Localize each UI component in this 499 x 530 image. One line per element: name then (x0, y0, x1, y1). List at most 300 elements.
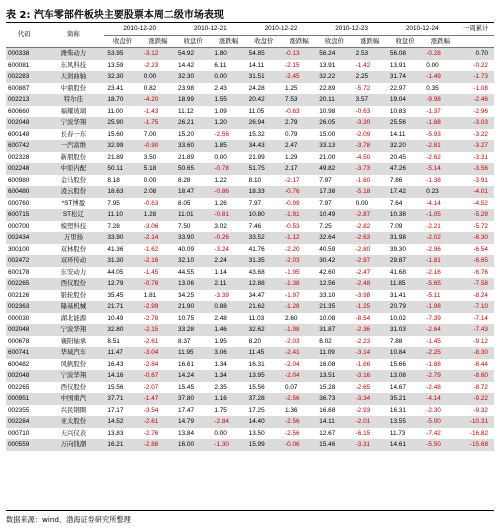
close-price: 37.80 (175, 393, 211, 405)
close-price: 33.90 (175, 232, 211, 244)
change-pct: 1.28 (141, 209, 175, 221)
week-cumulative: -9.12 (458, 336, 494, 348)
change-pct: -5.72 (353, 83, 387, 95)
table-row (6, 198, 494, 210)
change-pct: -0.86 (211, 186, 245, 198)
change-pct: -3.54 (141, 405, 175, 417)
change-pct: -1.60 (353, 175, 387, 187)
close-price: 11.85 (387, 278, 423, 290)
stock-name: 模塑科技 (42, 221, 104, 233)
change-pct: -2.41 (282, 347, 316, 359)
close-price: 15.28 (316, 382, 352, 394)
change-pct: -1.95 (282, 267, 316, 279)
source-note: 数据来源：wind、渤海证券研究所整理 (6, 515, 131, 524)
change-pct: 2.35 (211, 382, 245, 394)
close-price: 13.83 (104, 428, 140, 440)
close-price: 16.08 (316, 359, 352, 371)
close-price: 40.59 (316, 244, 352, 256)
change-pct: -2.23 (141, 60, 175, 72)
table-row (6, 347, 494, 359)
table-row (6, 71, 494, 83)
change-pct: 1.36 (282, 405, 316, 417)
table-row (6, 313, 494, 325)
close-price: 31.51 (246, 71, 282, 83)
change-pct: -2.15 (141, 324, 175, 336)
table-row (6, 94, 494, 106)
change-pct: -2.84 (141, 359, 175, 371)
change-pct: 1.14 (211, 267, 245, 279)
change-pct: 1.80 (211, 48, 245, 60)
change-pct: -1.43 (141, 106, 175, 118)
change-pct: -2.16 (423, 267, 457, 279)
stock-name: 东风科技 (42, 60, 104, 72)
close-price: 11.95 (175, 347, 211, 359)
week-cumulative: -16.82 (458, 428, 494, 440)
close-price: 19.04 (387, 94, 423, 106)
change-pct: -3.78 (353, 140, 387, 152)
table-row (6, 152, 494, 164)
week-cumulative: -8.60 (458, 370, 494, 382)
close-price: 8.02 (316, 336, 352, 348)
close-price: 18.33 (246, 186, 282, 198)
change-pct: -2.21 (423, 221, 457, 233)
change-pct: -5.93 (423, 129, 457, 141)
table-row (6, 117, 494, 129)
close-price: 21.71 (104, 301, 140, 313)
close-price: 8.20 (246, 336, 282, 348)
close-price: 25.56 (387, 117, 423, 129)
close-price: 33.52 (246, 232, 282, 244)
change-pct: 1.29 (282, 152, 316, 164)
close-price: 22.97 (387, 83, 423, 95)
change-pct: -3.24 (211, 244, 245, 256)
week-cumulative: -6.65 (458, 255, 494, 267)
stock-name: 东安动力 (42, 267, 104, 279)
close-price: 16.00 (175, 439, 211, 451)
close-price: 11.45 (246, 347, 282, 359)
close-price: 40.09 (175, 244, 211, 256)
change-pct: -6.15 (353, 428, 387, 440)
header-close: 收盘价 (104, 36, 140, 48)
change-pct: 0.23 (423, 186, 457, 198)
change-pct: -5.11 (423, 290, 457, 302)
change-pct: 1.55 (211, 94, 245, 106)
stock-name: 宁波华翔 (42, 324, 104, 336)
close-price: 18.47 (175, 186, 211, 198)
week-cumulative: -7.14 (458, 313, 494, 325)
close-price: 7.46 (246, 221, 282, 233)
change-pct: -2.61 (141, 416, 175, 428)
stock-code: 002284 (6, 416, 42, 428)
change-pct: 7.00 (141, 129, 175, 141)
stock-code: 000030 (6, 313, 42, 325)
close-price: 32.30 (104, 71, 140, 83)
close-price: 41.36 (104, 244, 140, 256)
stock-code: 002048 (6, 370, 42, 382)
close-price: 31.41 (387, 290, 423, 302)
table-row (6, 48, 494, 60)
close-price: 26.21 (175, 117, 211, 129)
change-pct: -1.12 (282, 232, 316, 244)
table-row (6, 324, 494, 336)
stock-code: 600081 (6, 60, 42, 72)
close-price: 31.98 (387, 232, 423, 244)
table-row (6, 382, 494, 394)
close-price: 16.68 (316, 405, 352, 417)
change-pct: -0.28 (423, 48, 457, 60)
close-price: 23.41 (104, 83, 140, 95)
header-date-4: 2010-12-23 (316, 23, 387, 36)
close-price: 50.11 (104, 163, 140, 175)
stock-name: 襄阳轴承 (42, 336, 104, 348)
change-pct: 1.25 (282, 83, 316, 95)
table-row (6, 405, 494, 417)
change-pct: -2.80 (353, 244, 387, 256)
change-pct: -2.56 (282, 393, 316, 405)
change-pct: 1.34 (211, 359, 245, 371)
close-price: 13.91 (387, 60, 423, 72)
close-price: 36.73 (316, 393, 352, 405)
close-price: 37.71 (104, 393, 140, 405)
change-pct: -1.91 (282, 209, 316, 221)
close-price: 7.95 (104, 198, 140, 210)
close-price: 7.25 (316, 221, 352, 233)
stock-name: 兴民钢圈 (42, 405, 104, 417)
table-row (6, 301, 494, 313)
stock-name: *ST博盈 (42, 198, 104, 210)
close-price: 24.28 (246, 83, 282, 95)
stock-performance-table (6, 22, 494, 451)
stock-name: 西仪股份 (42, 278, 104, 290)
change-pct: -2.78 (141, 313, 175, 325)
stock-name: 潍柴动力 (42, 48, 104, 60)
close-price: 15.56 (104, 382, 140, 394)
close-price: 10.49 (104, 313, 140, 325)
close-price: 21.99 (246, 152, 282, 164)
stock-code: 002355 (6, 405, 42, 417)
week-cumulative: -7.58 (458, 278, 494, 290)
change-pct: -2.14 (141, 232, 175, 244)
close-price: 10.02 (387, 313, 423, 325)
change-pct: 1.85 (211, 140, 245, 152)
close-price: 32.62 (246, 324, 282, 336)
close-price: 7.86 (387, 175, 423, 187)
change-pct: -4.14 (423, 198, 457, 210)
week-cumulative: -6.54 (458, 244, 494, 256)
close-price: 26.05 (316, 117, 352, 129)
close-price: 13.50 (246, 428, 282, 440)
close-price: 11.10 (104, 209, 140, 221)
close-price: 29.87 (387, 255, 423, 267)
week-cumulative: -3.91 (458, 175, 494, 187)
close-price: 15.99 (246, 439, 282, 451)
stock-code: 600887 (6, 83, 42, 95)
change-pct: -2.30 (423, 405, 457, 417)
week-cumulative: -7.10 (458, 301, 494, 313)
close-price: 15.60 (104, 129, 140, 141)
change-pct: -2.47 (353, 267, 387, 279)
change-pct: 0.82 (141, 83, 175, 95)
stock-name: 华域汽车 (42, 347, 104, 359)
change-pct: -1.38 (282, 278, 316, 290)
close-price: 12.79 (104, 278, 140, 290)
close-price: 12.88 (246, 278, 282, 290)
change-pct: 0.00 (141, 71, 175, 83)
week-cumulative: -3.56 (458, 163, 494, 175)
change-pct: -9.98 (423, 94, 457, 106)
week-cumulative: -6.30 (458, 232, 494, 244)
stock-code: 000710 (6, 428, 42, 440)
close-price: 14.24 (175, 370, 211, 382)
week-cumulative: -8.72 (458, 382, 494, 394)
close-price: 7.97 (316, 175, 352, 187)
stock-name: 湖北能源 (42, 313, 104, 325)
header-change: 涨跌幅 (282, 36, 316, 48)
stock-name: 特尔佳 (42, 94, 104, 106)
close-price: 35.21 (387, 393, 423, 405)
change-pct: -4.14 (423, 393, 457, 405)
stock-table-container (6, 22, 494, 451)
change-pct: -3.04 (141, 347, 175, 359)
change-pct: -2.15 (282, 60, 316, 72)
close-price: 23.98 (175, 83, 211, 95)
close-price: 13.51 (316, 370, 352, 382)
change-pct: 2.25 (353, 71, 387, 83)
close-price: 14.16 (104, 370, 140, 382)
close-price: 7.09 (387, 221, 423, 233)
close-price: 8.10 (246, 175, 282, 187)
stock-code: 600660 (6, 106, 42, 118)
close-price: 41.76 (246, 244, 282, 256)
change-pct: 2.17 (282, 163, 316, 175)
change-pct: 0.07 (282, 382, 316, 394)
change-pct: -3.16 (353, 370, 387, 382)
close-price: 32.64 (316, 232, 352, 244)
close-price: 13.08 (387, 370, 423, 382)
close-price: 31.30 (104, 255, 140, 267)
close-price: 7.64 (387, 198, 423, 210)
change-pct: 1.22 (211, 175, 245, 187)
week-cumulative: -9.22 (458, 393, 494, 405)
table-row (6, 416, 494, 428)
week-cumulative: -3.03 (458, 117, 494, 129)
week-cumulative: 0.70 (458, 48, 494, 60)
change-pct: -0.63 (282, 106, 316, 118)
change-pct: -2.48 (423, 382, 457, 394)
stock-code: 000678 (6, 336, 42, 348)
stock-code: 600980 (6, 175, 42, 187)
close-price: 12.67 (316, 428, 352, 440)
change-pct: -3.98 (353, 290, 387, 302)
change-pct: 2.79 (282, 117, 316, 129)
stock-name: ST松辽 (42, 209, 104, 221)
stock-code: 000951 (6, 393, 42, 405)
close-price: 14.42 (175, 60, 211, 72)
stock-code: 002328 (6, 152, 42, 164)
change-pct: 1.09 (211, 106, 245, 118)
stock-name: 亚太股份 (42, 416, 104, 428)
change-pct: 7.53 (282, 94, 316, 106)
header-change: 涨跌幅 (211, 36, 245, 48)
change-pct: -0.63 (353, 106, 387, 118)
change-pct: 3.02 (211, 221, 245, 233)
header-close: 收盘价 (387, 36, 423, 48)
stock-code: 002283 (6, 71, 42, 83)
change-pct: 0.35 (423, 83, 457, 95)
close-price: 10.38 (387, 209, 423, 221)
change-pct: -3.73 (353, 163, 387, 175)
close-price: 7.88 (387, 336, 423, 348)
table-row (6, 83, 494, 95)
close-price: 16.31 (246, 359, 282, 371)
stock-code: 600178 (6, 267, 42, 279)
close-price: 21.62 (246, 301, 282, 313)
header-close: 收盘价 (175, 36, 211, 48)
close-price: 56.24 (316, 48, 352, 60)
table-row (6, 209, 494, 221)
close-price: 17.42 (387, 186, 423, 198)
change-pct: -2.97 (353, 255, 387, 267)
change-pct: -3.30 (353, 117, 387, 129)
close-price: 14.61 (387, 439, 423, 451)
week-cumulative: -3.22 (458, 129, 494, 141)
stock-name: 隆基机械 (42, 301, 104, 313)
change-pct: -2.56 (282, 416, 316, 428)
change-pct: -3.31 (353, 439, 387, 451)
change-pct: 3.57 (353, 94, 387, 106)
close-price: 11.12 (175, 106, 211, 118)
close-price: 13.59 (104, 60, 140, 72)
change-pct: -1.98 (282, 324, 316, 336)
change-pct: 2.11 (211, 278, 245, 290)
change-pct: -0.99 (282, 198, 316, 210)
close-price: 11.09 (316, 347, 352, 359)
week-cumulative: -1.08 (458, 83, 494, 95)
stock-code: 002434 (6, 232, 42, 244)
change-pct: -2.03 (282, 336, 316, 348)
table-row (6, 393, 494, 405)
change-pct: -1.66 (353, 359, 387, 371)
change-pct: 1.46 (211, 324, 245, 336)
change-pct: -2.96 (423, 244, 457, 256)
change-pct: -2.64 (423, 324, 457, 336)
close-price: 15.46 (316, 439, 352, 451)
stock-name: 金马股份 (42, 175, 104, 187)
change-pct: -2.23 (353, 336, 387, 348)
close-price: 21.90 (175, 301, 211, 313)
close-price: 11.00 (104, 106, 140, 118)
close-price: 10.49 (316, 209, 352, 221)
stock-code: 002363 (6, 301, 42, 313)
change-pct: -0.53 (282, 221, 316, 233)
close-price: 7.97 (246, 198, 282, 210)
close-price: 17.38 (316, 186, 352, 198)
close-price: 32.99 (104, 140, 140, 152)
close-price: 10.08 (316, 313, 352, 325)
change-pct: -1.49 (423, 71, 457, 83)
stock-name: 一汽富维 (42, 140, 104, 152)
change-pct: 3.06 (211, 347, 245, 359)
week-cumulative: -2.96 (458, 106, 494, 118)
change-pct: 1.26 (211, 198, 245, 210)
change-pct: -2.17 (282, 175, 316, 187)
change-pct: -2.56 (211, 129, 245, 141)
change-pct: 2.47 (282, 140, 316, 152)
header-close: 收盘价 (246, 36, 282, 48)
change-pct: -5.65 (423, 278, 457, 290)
change-pct: 1.75 (211, 405, 245, 417)
change-pct: 0.00 (353, 198, 387, 210)
change-pct: -2.88 (141, 439, 175, 451)
header-date-3: 2010-12-22 (246, 23, 317, 36)
change-pct: -3.06 (141, 221, 175, 233)
week-cumulative: -9.32 (458, 405, 494, 417)
change-pct: -0.78 (211, 163, 245, 175)
change-pct: -1.88 (423, 117, 457, 129)
close-price: 51.75 (246, 163, 282, 175)
stock-code: 002048 (6, 117, 42, 129)
close-price: 20.42 (246, 94, 282, 106)
close-price: 31.74 (387, 71, 423, 83)
table-row (6, 129, 494, 141)
close-price: 44.05 (104, 267, 140, 279)
change-pct: 2.43 (211, 83, 245, 95)
close-price: 16.43 (104, 359, 140, 371)
week-cumulative: -8.30 (458, 347, 494, 359)
change-pct: 1.34 (211, 370, 245, 382)
change-pct: -5.18 (353, 186, 387, 198)
close-price: 13.91 (316, 60, 352, 72)
stock-name: 风帆股份 (42, 359, 104, 371)
change-pct: -2.04 (282, 370, 316, 382)
week-cumulative: -4.01 (458, 186, 494, 198)
close-price: 7.28 (104, 221, 140, 233)
close-price: 21.35 (316, 301, 352, 313)
week-cumulative: -1.73 (458, 71, 494, 83)
table-row (6, 140, 494, 152)
close-price: 15.32 (246, 129, 282, 141)
close-price: 15.66 (387, 359, 423, 371)
stock-name: 中原内配 (42, 163, 104, 175)
close-price: 11.47 (104, 347, 140, 359)
table-row (6, 244, 494, 256)
table-row (6, 163, 494, 175)
change-pct: 6.11 (211, 60, 245, 72)
header-week: 一周累计 (458, 23, 494, 36)
stock-name: 新朋股份 (42, 152, 104, 164)
table-row (6, 255, 494, 267)
change-pct: -1.62 (141, 244, 175, 256)
stock-code: 600741 (6, 347, 42, 359)
change-pct: -0.78 (141, 278, 175, 290)
close-price: 43.68 (246, 267, 282, 279)
change-pct: -0.06 (282, 439, 316, 451)
close-price: 44.55 (175, 267, 211, 279)
change-pct: 2.08 (141, 186, 175, 198)
week-cumulative: -7.43 (458, 324, 494, 336)
close-price: 8.18 (104, 175, 140, 187)
stock-name: 长春一东 (42, 129, 104, 141)
change-pct: 1.81 (141, 290, 175, 302)
week-cumulative: -4.52 (458, 198, 494, 210)
week-cumulative: -3.27 (458, 140, 494, 152)
close-price: 20.45 (387, 152, 423, 164)
change-pct: -2.87 (353, 209, 387, 221)
close-price: 21.89 (104, 152, 140, 164)
header-close: 收盘价 (316, 36, 352, 48)
change-pct: -5.00 (423, 416, 457, 428)
close-price: 11.01 (175, 209, 211, 221)
